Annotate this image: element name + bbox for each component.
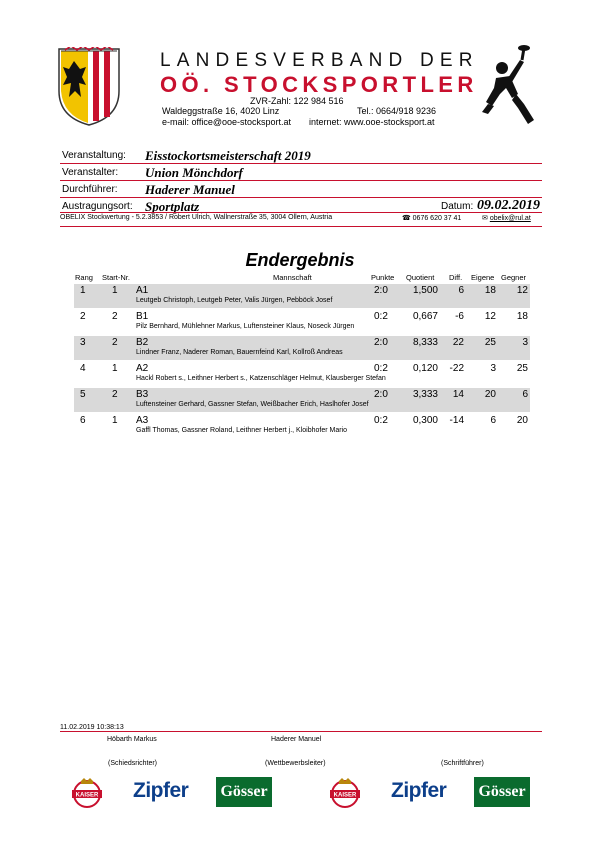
cell-punkte: 0:2: [374, 415, 388, 426]
cell-quotient: 0,120: [412, 363, 438, 374]
divider: [60, 731, 542, 732]
cell-rang: 6: [80, 415, 86, 426]
cell-eigene: 6: [490, 415, 496, 426]
sig-schiedsrichter-role: (Schiedsrichter): [108, 760, 158, 767]
cell-gegner: 25: [516, 363, 528, 374]
cell-quotient: 0,667: [412, 311, 438, 322]
cell-start: 1: [112, 285, 118, 296]
cell-start: 1: [112, 415, 118, 426]
cell-players: Hackl Robert s., Leithner Herbert s., Katzenschläger Helmut, Klausberger Stefan: [136, 375, 386, 382]
cell-eigene: 25: [484, 337, 496, 348]
gosser-logo: [216, 777, 272, 807]
cell-team: B1: [136, 311, 149, 322]
table-row: [74, 336, 530, 360]
sig-wettbewerbsleiter-role: (Wettbewerbsleiter): [265, 760, 326, 767]
cell-diff: 22: [452, 337, 464, 348]
divider: [60, 226, 542, 227]
cell-punkte: 2:0: [374, 389, 388, 400]
org-email: e-mail: office@ooe-stocksport.at: [162, 117, 292, 127]
org-name-line1: LANDESVERBAND DER: [160, 50, 479, 71]
cell-quotient: 3,333: [412, 389, 438, 400]
org-address: Waldeggstraße 16, 4020 Linz: [162, 106, 280, 116]
cell-start: 1: [112, 363, 118, 374]
cell-team: B3: [136, 389, 149, 400]
table-row: [74, 284, 530, 308]
page-title: Endergebnis: [245, 250, 355, 270]
kaiser-logo-text: KAISER: [333, 792, 357, 799]
ort-label: Austragungsort:: [62, 201, 133, 212]
table-row: [74, 414, 530, 438]
cell-quotient: 1,500: [412, 285, 438, 296]
cell-team: B2: [136, 337, 149, 348]
veranstalter-label: Veranstalter:: [62, 167, 119, 178]
zipfer-logo: Zipfer: [391, 779, 447, 802]
sig-schriftfuehrer-role: (Schriftführer): [441, 760, 484, 767]
cell-rang: 1: [80, 285, 86, 296]
cell-start: 2: [112, 389, 118, 400]
divider: [60, 197, 542, 198]
cell-quotient: 8,333: [412, 337, 438, 348]
sig-schiedsrichter-name: Höbarth Markus: [107, 736, 157, 743]
col-team: Mannschaft: [273, 273, 312, 282]
cell-punkte: 2:0: [374, 285, 388, 296]
table-row: [74, 362, 530, 386]
table-row: [74, 310, 530, 334]
org-website: internet: www.ooe-stocksport.at: [309, 117, 435, 127]
col-eigene: Eigene: [471, 273, 495, 282]
cell-quotient: 0,300: [412, 415, 438, 426]
zipfer-logo: Zipfer: [133, 779, 189, 802]
cell-players: Pilz Bernhard, Mühlehner Markus, Luftensteiner Klaus, Noseck Jürgen: [136, 323, 355, 330]
cell-eigene: 12: [484, 311, 496, 322]
cell-players: Luftensteiner Gerhard, Gassner Stefan, Weißbacher Erich, Haslhofer Josef: [136, 401, 369, 408]
cell-rang: 5: [80, 389, 86, 400]
durchfuehrer-label: Durchführer:: [62, 184, 118, 195]
cell-eigene: 20: [484, 389, 496, 400]
zvr-number: ZVR-Zahl: 122 984 516: [250, 96, 344, 106]
cell-diff: 6: [458, 285, 464, 296]
divider: [60, 163, 542, 164]
durchfuehrer-value: Haderer Manuel: [145, 182, 235, 197]
software-email-link[interactable]: obelix@rul.at: [489, 215, 531, 222]
cell-diff: 14: [452, 389, 464, 400]
cell-gegner: 18: [516, 311, 528, 322]
cell-gegner: 20: [516, 415, 528, 426]
cell-gegner: 6: [522, 389, 528, 400]
cell-rang: 4: [80, 363, 86, 374]
cell-start: 2: [112, 337, 118, 348]
cell-punkte: 2:0: [374, 337, 388, 348]
cell-team: A3: [136, 415, 149, 426]
cell-team: A1: [136, 285, 149, 296]
cell-rang: 3: [80, 337, 86, 348]
veranstalter-value: Union Mönchdorf: [145, 165, 243, 180]
ort-value: Sportplatz: [145, 199, 200, 214]
cell-gegner: 3: [522, 337, 528, 348]
col-rang: Rang: [75, 273, 93, 282]
org-phone: Tel.: 0664/918 9236: [357, 106, 437, 116]
cell-punkte: 0:2: [374, 311, 388, 322]
gosser-logo-text: Gösser: [478, 783, 526, 800]
cell-rang: 2: [80, 311, 86, 322]
upper-austria-crest-icon: [57, 47, 121, 127]
org-name-line2: OÖ. STOCKSPORTLER: [160, 72, 478, 97]
cell-punkte: 0:2: [374, 363, 388, 374]
divider: [60, 180, 542, 181]
kaiser-logo-text: KAISER: [75, 792, 99, 799]
col-start: Start-Nr.: [102, 273, 130, 282]
cell-gegner: 12: [516, 285, 528, 296]
cell-players: Lindner Franz, Naderer Roman, Bauernfeind Karl, Kollroß Andreas: [136, 349, 343, 356]
cell-eigene: 18: [484, 285, 496, 296]
col-gegner: Gegner: [501, 273, 527, 282]
cell-diff: -22: [449, 363, 464, 374]
stock-player-icon: [478, 42, 544, 128]
cell-players: Leutgeb Christoph, Leutgeb Peter, Valis Jürgen, Pebböck Josef: [136, 297, 333, 304]
col-diff: Diff.: [449, 273, 463, 282]
veranstaltung-label: Veranstaltung:: [62, 150, 126, 161]
col-quotient: Quotient: [406, 273, 435, 282]
cell-diff: -14: [449, 415, 464, 426]
kaiser-logo-icon: [70, 775, 104, 809]
gosser-logo: [474, 777, 530, 807]
print-timestamp: 11.02.2019 10:38:13: [60, 724, 124, 731]
datum-label: Datum:: [441, 201, 474, 212]
divider: [60, 212, 542, 213]
cell-eigene: 3: [490, 363, 496, 374]
col-punkte: Punkte: [371, 273, 395, 282]
table-row: [74, 388, 530, 412]
cell-players: Gaffl Thomas, Gassner Roland, Leithner Herbert j., Kloibhofer Mario: [136, 427, 348, 434]
software-info: OBELIX Stockwertung - 5.2.3853 / Robert Ulrich, Wallnerstraße 35, 3004 Ollern, Austria: [60, 214, 333, 221]
software-phone: ☎ 0676 620 37 41: [402, 215, 462, 222]
gosser-logo-text: Gösser: [220, 783, 268, 800]
cell-start: 2: [112, 311, 118, 322]
kaiser-logo-icon: [328, 775, 362, 809]
veranstaltung-value: Eisstockortsmeisterschaft 2019: [145, 148, 311, 163]
software-email[interactable]: ✉ obelix@rul.at: [482, 215, 531, 222]
datum-value: 09.02.2019: [477, 198, 540, 213]
cell-team: A2: [136, 363, 149, 374]
sig-wettbewerbsleiter-name: Haderer Manuel: [271, 736, 322, 743]
cell-diff: -6: [455, 311, 464, 322]
